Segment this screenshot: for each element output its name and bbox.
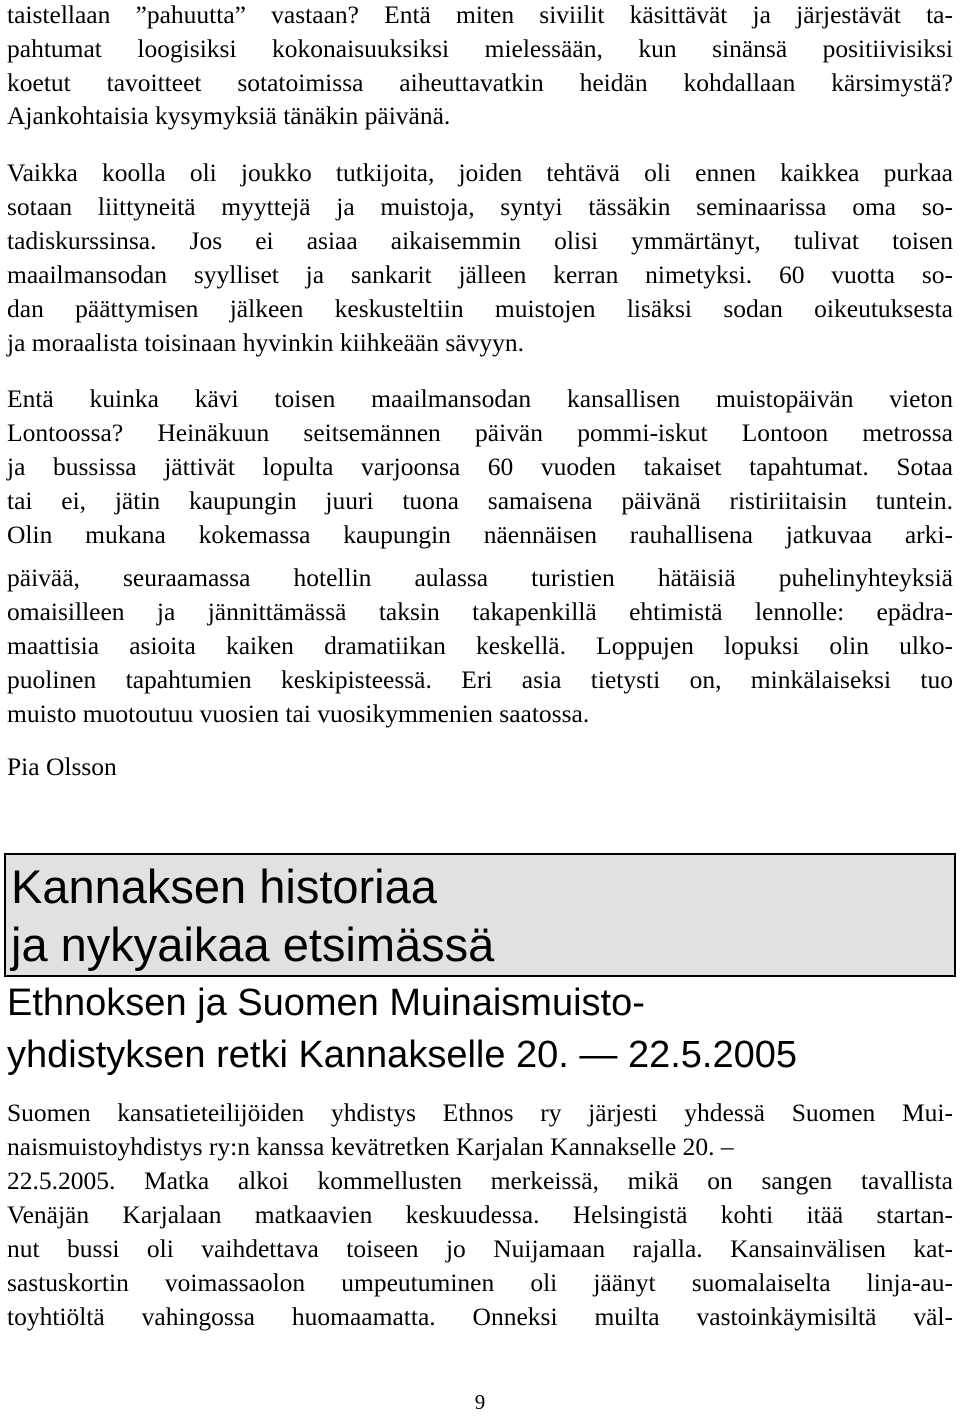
text-line: Suomen kansatieteilijöiden yhdistys Ethnos ry järjesti yhdessä Suomen Mui- [7, 1098, 953, 1127]
text-line: maailmansodan syylliset ja sankarit jälleen kerran nimetyksi. 60 vuotta so- [7, 260, 953, 289]
text-line: ja moraalista toisinaan hyvinkin kiihkeään sävyyn. [7, 328, 524, 357]
text-line: dan päättymisen jälkeen keskusteltiin muistojen lisäksi sodan oikeutuksesta [7, 294, 953, 323]
article-title-box [4, 853, 956, 977]
subtitle-line: yhdistyksen retki Kannakselle 20. — 22.5.2005 [7, 1034, 798, 1076]
text-line: naismuistoyhdistys ry:n kanssa kevätretken Karjalan Kannakselle 20. – [7, 1132, 734, 1161]
text-line: omaisilleen ja jännittämässä taksin takapenkillä ehtimistä lennolle: epädra- [7, 597, 953, 626]
text-line: ja bussissa jättivät lopulta varjoonsa 60 vuoden takaiset tapahtumat. Sotaa [7, 452, 953, 481]
text-line: päivää, seuraamassa hotellin aulassa turistien hätäisiä puhelinyhteyksiä [7, 563, 953, 592]
text-line: Olin mukana kokemassa kaupungin näennäisen rauhallisena jatkuvaa arki- [7, 520, 953, 549]
text-line: maattisia asioita kaiken dramatiikan keskellä. Loppujen lopuksi olin ulko- [7, 631, 953, 660]
text-line: toyhtiöltä vahingossa huomaamatta. Onneksi muilta vastoinkäymisiltä väl- [7, 1302, 953, 1331]
text-line: koetut tavoitteet sotatoimissa aiheuttavatkin heidän kohdallaan kärsimystä? [7, 68, 953, 97]
text-line: 22.5.2005. Matka alkoi kommellusten merkeissä, mikä on sangen tavallista [7, 1166, 953, 1195]
text-line: sastuskortin voimassaolon umpeutuminen oli jäänyt suomalaiselta linja-au- [7, 1268, 953, 1297]
text-line: puolinen tapahtumien keskipisteessä. Eri asia tietysti on, minkälaiseksi tuo [7, 665, 953, 694]
text-line: tadiskurssinsa. Jos ei asiaa aikaisemmin olisi ymmärtänyt, tulivat toisen [7, 226, 953, 255]
text-line: Lontoossa? Heinäkuun seitsemännen päivän pommi-iskut Lontoon metrossa [7, 418, 953, 447]
text-line: Vaikka koolla oli joukko tutkijoita, joiden tehtävä oli ennen kaikkea purkaa [7, 158, 953, 187]
text-line: Venäjän Karjalaan matkaavien keskuudessa. Helsingistä kohti itää startan- [7, 1200, 953, 1229]
article-title-line: ja nykyaikaa etsimässä [11, 918, 495, 971]
text-line: sotaan liittyneitä myyttejä ja muistoja, syntyi tässäkin seminaarissa oma so- [7, 192, 953, 221]
text-line: tai ei, jätin kaupungin juuri tuona samaisena päivänä ristiriitaisin tuntein. [7, 486, 953, 515]
text-line: Ajankohtaisia kysymyksiä tänäkin päivänä. [7, 101, 451, 130]
page-number: 9 [474, 1390, 486, 1414]
text-line: taistellaan ”pahuutta” vastaan? Entä miten siviilit käsittävät ja järjestävät ta- [7, 0, 953, 29]
text-line: pahtumat loogisiksi kokonaisuuksiksi mielessään, kun sinänsä positiivisiksi [7, 34, 953, 63]
text-line: Entä kuinka kävi toisen maailmansodan kansallisen muistopäivän vieton [7, 384, 953, 413]
text-line: muisto muotoutuu vuosien tai vuosikymmenien saatossa. [7, 699, 590, 728]
subtitle-line: Ethnoksen ja Suomen Muinaismuisto- [7, 982, 645, 1024]
author-signature: Pia Olsson [7, 752, 117, 781]
article-title-line: Kannaksen historiaa [11, 860, 437, 913]
text-line: nut bussi oli vaihdettava toiseen jo Nuijamaan rajalla. Kansainvälisen kat- [7, 1234, 953, 1263]
